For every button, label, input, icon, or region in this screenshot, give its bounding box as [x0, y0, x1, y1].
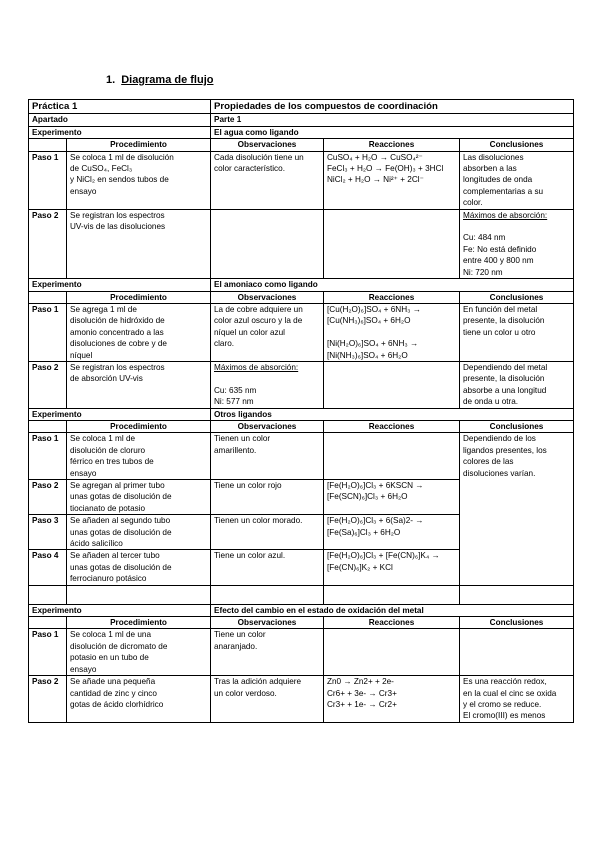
exp4-title: Efecto del cambio en el estado de oxidación del metal — [211, 604, 574, 616]
conc-line: absorben a las — [463, 164, 517, 174]
proc-line: de absorción UV-vis — [70, 374, 143, 384]
conc-line: Es una reacción redox, — [463, 677, 547, 687]
exp3-label: Experimento — [29, 408, 211, 420]
proc-line: Se agregan al primer tubo — [70, 481, 165, 490]
col-procedimiento: Procedimiento — [67, 420, 211, 432]
proc-cell — [67, 480, 211, 515]
conc-line: en la cual el cinc se oxida — [463, 688, 557, 698]
proc-line: amonio concentrado a las — [70, 327, 164, 337]
flow-table — [28, 99, 574, 723]
proc-line: Se registran los espectros — [70, 210, 165, 220]
proc-cell — [67, 515, 211, 550]
conc-line: Ni: 720 nm — [463, 267, 503, 277]
reac-line: [Ni(H₂O)₆]SO₄ + 6NH₃ → — [327, 339, 419, 349]
col-observaciones: Observaciones — [211, 420, 324, 432]
proc-line: unas gotas de disolución de — [70, 527, 172, 537]
step-label: Paso 1 — [29, 151, 67, 209]
reac-line: [Fe(Sa)₆]Cl₃ + 6H₂O — [327, 527, 401, 537]
exp2-step1 — [29, 303, 574, 361]
conc-title: Máximos de absorción: — [463, 210, 548, 220]
exp1-step2 — [29, 209, 574, 278]
conc-line: presente, la disolución — [463, 374, 545, 384]
col-reacciones: Reacciones — [324, 139, 460, 151]
proc-cell — [67, 676, 211, 723]
exp1-header-row — [29, 139, 574, 151]
reac-cell — [324, 303, 460, 361]
obs-cell — [211, 303, 324, 361]
col-procedimiento: Procedimiento — [67, 617, 211, 629]
obs-line: Tiene un color rojo — [214, 481, 282, 490]
conc-cell — [460, 361, 574, 408]
obs-line: La de cobre adquiere un — [214, 304, 303, 314]
proc-line: Se registran los espectros — [70, 362, 165, 372]
exp1-title: El agua como ligando — [211, 126, 574, 138]
obs-title: Máximos de absorción: — [214, 362, 299, 372]
proc-line: Se agrega 1 ml de — [70, 304, 137, 314]
proc-line: tiocianato de potasio — [70, 503, 146, 513]
proc-line: Se añaden al tercer tubo — [70, 551, 160, 561]
exp2-label: Experimento — [29, 279, 211, 291]
section-title: Diagrama de flujo — [121, 74, 214, 86]
reac-line: [Cu(H₂O)₆]SO₄ + 6NH₃ → — [327, 304, 421, 314]
exp4-label: Experimento — [29, 604, 211, 616]
proc-line: Se coloca 1 ml de una — [70, 630, 152, 640]
col-reacciones: Reacciones — [324, 291, 460, 303]
conc-line: colores de las — [463, 457, 514, 467]
obs-cell — [211, 361, 324, 408]
reac-line: [Fe(CN)₆]K₂ + KCl — [327, 562, 393, 572]
section-heading — [106, 74, 213, 86]
proc-line: de CuSO₄, FeCl₃ — [70, 164, 133, 174]
step-label: Paso 1 — [29, 629, 67, 676]
practice-row — [29, 100, 574, 114]
conc-line: Dependiendo del metal — [463, 362, 548, 372]
exp3-step1 — [29, 433, 574, 480]
proc-line: ferrocianuro potásico — [70, 574, 147, 584]
reac-line: NiCl₂ + H₂O → Ni²⁺ + 2Cl⁻ — [327, 175, 424, 185]
conc-cell — [460, 676, 574, 723]
step-label: Paso 2 — [29, 209, 67, 278]
conc-line: color. — [463, 198, 483, 208]
proc-line: unas gotas de disolución de — [70, 562, 172, 572]
obs-line: Tiene un color — [214, 630, 266, 640]
obs-line: Cada disolución tiene un — [214, 152, 304, 162]
exp2-step2 — [29, 361, 574, 408]
obs-line: color característico. — [214, 164, 285, 174]
proc-line: disoluciones de cobre y de — [70, 339, 167, 349]
proc-line: disolución de cloruro — [70, 445, 146, 455]
proc-line: gotas de ácido clorhídrico — [70, 699, 164, 709]
proc-line: níquel — [70, 350, 93, 360]
conc-line: entre 400 y 800 nm — [463, 256, 534, 266]
proc-cell — [67, 303, 211, 361]
obs-cell — [211, 480, 324, 515]
step-label: Paso 3 — [29, 515, 67, 550]
proc-line: ensayo — [70, 664, 97, 674]
apartado-row — [29, 114, 574, 126]
proc-line: unas gotas de disolución de — [70, 492, 172, 502]
obs-line: claro. — [214, 339, 235, 349]
exp4-title-row — [29, 604, 574, 616]
obs-line: amarillento. — [214, 445, 257, 455]
conc-line: El cromo(III) es menos — [463, 711, 546, 721]
proc-line: Se coloca 1 ml de — [70, 434, 136, 444]
col-reacciones: Reacciones — [324, 420, 460, 432]
conc-cell — [460, 151, 574, 209]
proc-line: Se añade una pequeña — [70, 677, 156, 687]
exp3-title-row — [29, 408, 574, 420]
obs-cell — [211, 550, 324, 585]
exp1-label: Experimento — [29, 126, 211, 138]
col-conclusiones: Conclusiones — [460, 139, 574, 151]
conc-line: Dependiendo de los — [463, 434, 536, 444]
conc-line: complementarias a su — [463, 186, 544, 196]
obs-line: Ni: 577 nm — [214, 397, 254, 407]
conc-line: absorbe a una longitud — [463, 385, 547, 395]
reac-line: [Fe(SCN)₆]Cl₃ + 6H₂O — [327, 492, 408, 502]
obs-line: Tienen un color morado. — [214, 516, 303, 526]
step-label: Paso 1 — [29, 433, 67, 480]
proc-line: y NiCl₂ en sendos tubos de — [70, 175, 169, 185]
conc-line: y el cromo se reduce. — [463, 699, 542, 709]
proc-line: ensayo — [70, 468, 97, 478]
conc-cell — [460, 433, 574, 585]
exp2-title: El amoniaco como ligando — [211, 279, 574, 291]
obs-line: un color verdoso. — [214, 688, 277, 698]
col-procedimiento: Procedimiento — [67, 291, 211, 303]
reac-cell — [324, 480, 460, 515]
reac-line: Zn0 → Zn2+ + 2e- — [327, 677, 394, 687]
col-procedimiento: Procedimiento — [67, 139, 211, 151]
exp4-step1 — [29, 629, 574, 676]
obs-line: color azul oscuro y la de — [214, 316, 303, 326]
conc-line: tiene un color u otro — [463, 327, 536, 337]
reac-line: Cr3+ + 1e- → Cr2+ — [327, 699, 397, 709]
exp3-title: Otros ligandos — [211, 408, 574, 420]
proc-cell — [67, 209, 211, 278]
reac-line: [Ni(NH₃)₆]SO₄ + 6H₂O — [327, 350, 408, 360]
step-label: Paso 2 — [29, 676, 67, 723]
reac-cell — [324, 515, 460, 550]
obs-cell — [211, 151, 324, 209]
conc-line: ligandos presentes, los — [463, 445, 547, 455]
proc-line: ensayo — [70, 186, 97, 196]
col-observaciones: Observaciones — [211, 617, 324, 629]
step-label: Paso 2 — [29, 480, 67, 515]
reac-line: Cr6+ + 3e- → Cr3+ — [327, 688, 397, 698]
obs-line: Tienen un color — [214, 434, 271, 444]
reac-line: [Cu(NH₃)₆]SO₄ + 6H₂O — [327, 316, 411, 326]
proc-line: Se coloca 1 ml de disolución — [70, 152, 174, 162]
obs-line: Cu: 635 nm — [214, 385, 257, 395]
obs-line: anaranjado. — [214, 641, 258, 651]
apartado-value: Parte 1 — [211, 114, 574, 126]
spacer-row — [29, 585, 574, 604]
reac-cell — [324, 151, 460, 209]
col-reacciones: Reacciones — [324, 617, 460, 629]
col-observaciones: Observaciones — [211, 291, 324, 303]
col-conclusiones: Conclusiones — [460, 420, 574, 432]
apartado-label: Apartado — [29, 114, 211, 126]
obs-cell — [211, 433, 324, 480]
proc-line: Se añaden al segundo tubo — [70, 516, 171, 526]
col-observaciones: Observaciones — [211, 139, 324, 151]
obs-cell — [211, 629, 324, 676]
exp1-title-row — [29, 126, 574, 138]
step-label: Paso 1 — [29, 303, 67, 361]
exp3-header-row — [29, 420, 574, 432]
proc-line: férrico en tres tubos de — [70, 457, 154, 467]
conc-cell — [460, 209, 574, 278]
proc-line: potasio en un tubo de — [70, 653, 149, 663]
conc-line: presente, la disolución — [463, 316, 545, 326]
exp2-header-row — [29, 291, 574, 303]
conc-cell — [460, 303, 574, 361]
proc-cell — [67, 629, 211, 676]
conc-line: disoluciones varían. — [463, 468, 536, 478]
section-number: 1. — [106, 74, 116, 86]
conc-line: Las disoluciones — [463, 152, 524, 162]
reac-cell — [324, 676, 460, 723]
proc-cell — [67, 550, 211, 585]
conc-line: Cu: 484 nm — [463, 233, 506, 243]
practice-label: Práctica 1 — [29, 100, 211, 114]
exp1-step1 — [29, 151, 574, 209]
reac-line: [Fe(H₂O)₆]Cl₃ + 6KSCN → — [327, 481, 424, 490]
reac-line: [Fe(H₂O)₆]Cl₃ + [Fe(CN)₆]K₄ → — [327, 551, 440, 561]
exp4-header-row — [29, 617, 574, 629]
conc-line: de onda u otra. — [463, 397, 519, 407]
proc-line: ácido salicílico — [70, 539, 123, 549]
step-label: Paso 2 — [29, 361, 67, 408]
col-conclusiones: Conclusiones — [460, 617, 574, 629]
obs-cell — [211, 515, 324, 550]
exp2-title-row — [29, 279, 574, 291]
reac-line: CuSO₄ + H₂O → CuSO₄²⁻ — [327, 152, 423, 162]
exp4-step2 — [29, 676, 574, 723]
reac-cell — [324, 550, 460, 585]
proc-line: disolución de hidróxido de — [70, 316, 165, 326]
proc-cell — [67, 361, 211, 408]
proc-line: cantidad de zinc y cinco — [70, 688, 157, 698]
proc-cell — [67, 433, 211, 480]
reac-line: [Fe(H₂O)₆]Cl₃ + 6(Sa)2- → — [327, 516, 424, 526]
proc-line: UV-vis de las disoluciones — [70, 222, 166, 232]
step-label: Paso 4 — [29, 550, 67, 585]
practice-title: Propiedades de los compuestos de coordinación — [211, 100, 574, 114]
conc-line: longitudes de onda — [463, 175, 533, 185]
proc-cell — [67, 151, 211, 209]
proc-line: disolución de dicromato de — [70, 641, 168, 651]
conc-line: Fe: No está definido — [463, 244, 537, 254]
conc-line: En función del metal — [463, 304, 538, 314]
obs-line: Tiene un color azul. — [214, 551, 286, 561]
col-conclusiones: Conclusiones — [460, 291, 574, 303]
obs-line: níquel un color azul — [214, 327, 286, 337]
obs-cell — [211, 676, 324, 723]
obs-line: Tras la adición adquiere — [214, 677, 302, 687]
reac-line: FeCl₃ + H₂O → Fe(OH)₃ + 3HCl — [327, 164, 444, 174]
